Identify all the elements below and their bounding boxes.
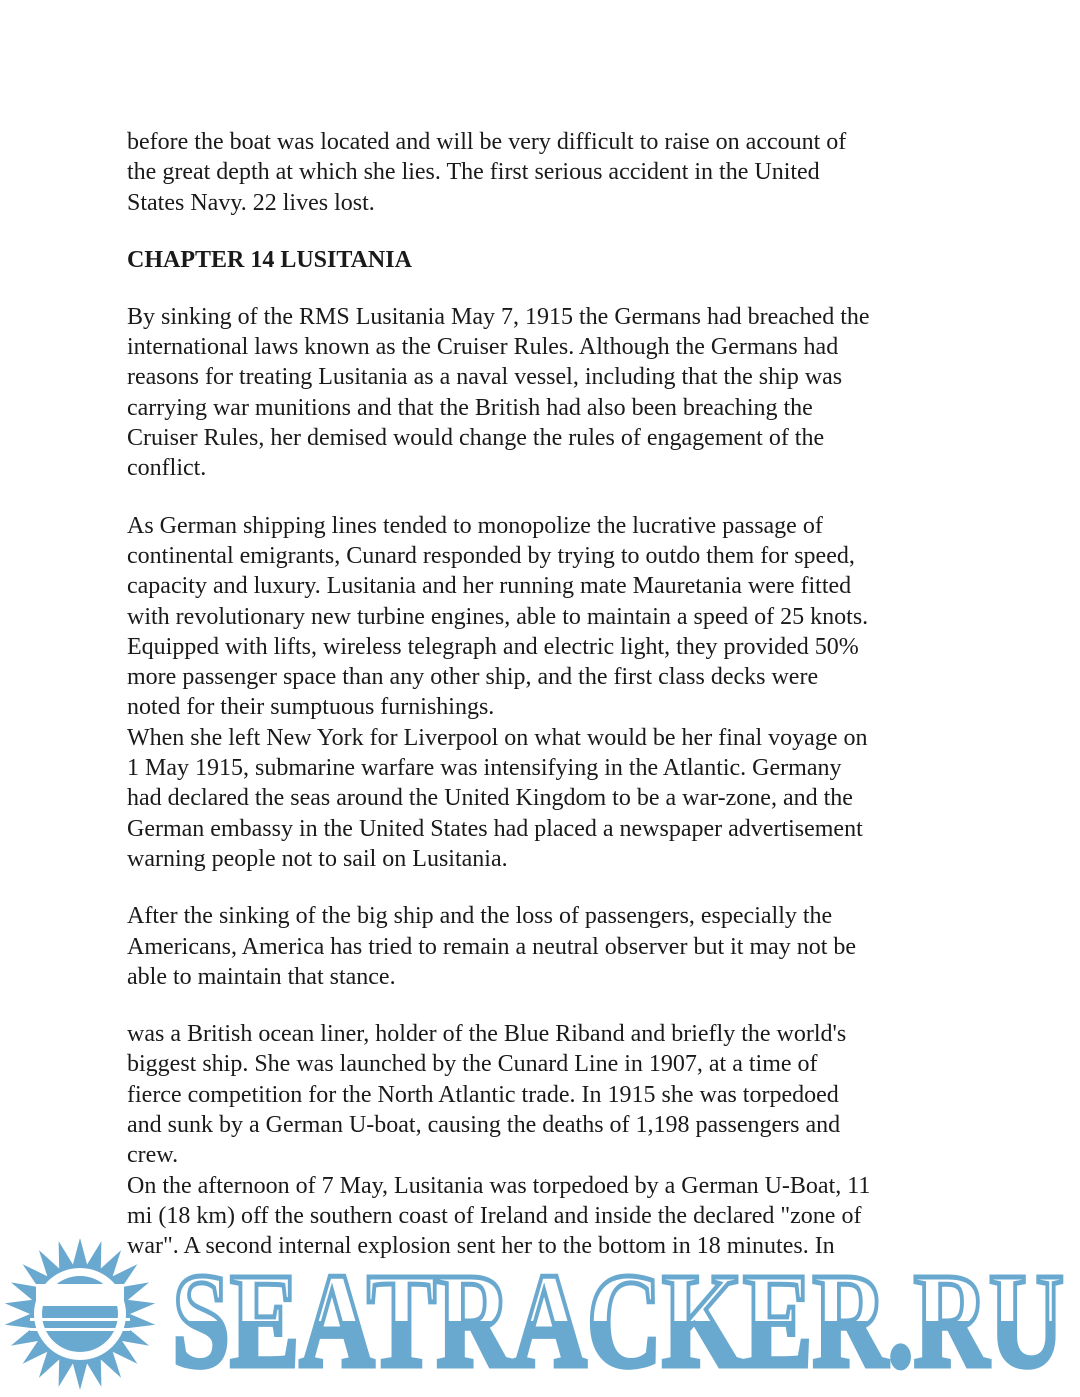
sun-logo-icon — [5, 1238, 155, 1390]
paragraph-3: As German shipping lines tended to monopolize the lucrative passage of continental emigrants, Cunard responded by trying to outdo them for speed, capacity and luxury. Lusitania and her running mate Mauretania were fitted with revolutionary new turbine engines, able to maintain a speed of 25 knots. Equipped with lifts, wireless telegraph and electric light, they provided 50% more passenger space than any other ship, and the first class decks were noted for their sumptuous furnishings. — [127, 512, 869, 721]
page-text — [127, 127, 957, 1262]
chapter-heading: CHAPTER 14 LUSITANIA — [127, 246, 412, 273]
paragraph-5: After the sinking of the big ship and the loss of passengers, especially the Americans, America has tried to remain a neutral observer but it may not be able to maintain that stance. — [127, 903, 857, 990]
paragraph-1: before the boat was located and will be very difficult to raise on account of the great depth at which she lies. The first serious accident in the United States Navy. 22 lives lost. — [127, 129, 847, 216]
paragraph-4: When she left New York for Liverpool on what would be her final voyage on 1 May 1915, submarine warfare was intensifying in the Atlantic. Germany had declared the seas around the United Kingdom to be a war-zone, and the German embassy in the United States had placed a newspaper advertisement warning people not to sail on Lusitania. — [127, 724, 868, 872]
watermark-text: SEATRACKER.RU — [172, 1246, 1064, 1396]
paragraph-7: On the afternoon of 7 May, Lusitania was torpedoed by a German U-Boat, 11 mi (18 km) off the southern coast of Ireland and inside the declared "zone of war". A second internal explosion sent her to the bottom in 18 minutes. In — [127, 1172, 871, 1260]
paragraph-6: was a British ocean liner, holder of the Blue Riband and briefly the world's biggest ship. She was launched by the Cunard Line in 1907, at a time of fierce competition for the North Atlantic trade. In 1915 she was torpedoed and sunk by a German U-boat, causing the deaths of 1,198 passengers and crew. — [127, 1021, 847, 1169]
seatracker-watermark — [0, 1228, 1080, 1397]
paragraph-2: By sinking of the RMS Lusitania May 7, 1915 the Germans had breached the international laws known as the Cruiser Rules. Although the Germans had reasons for treating Lusitania as a naval vessel, including that the ship was carrying war munitions and that the British had also been breaching the Cruiser Rules, her demised would change the rules of engagement of the conflict. — [127, 303, 870, 482]
